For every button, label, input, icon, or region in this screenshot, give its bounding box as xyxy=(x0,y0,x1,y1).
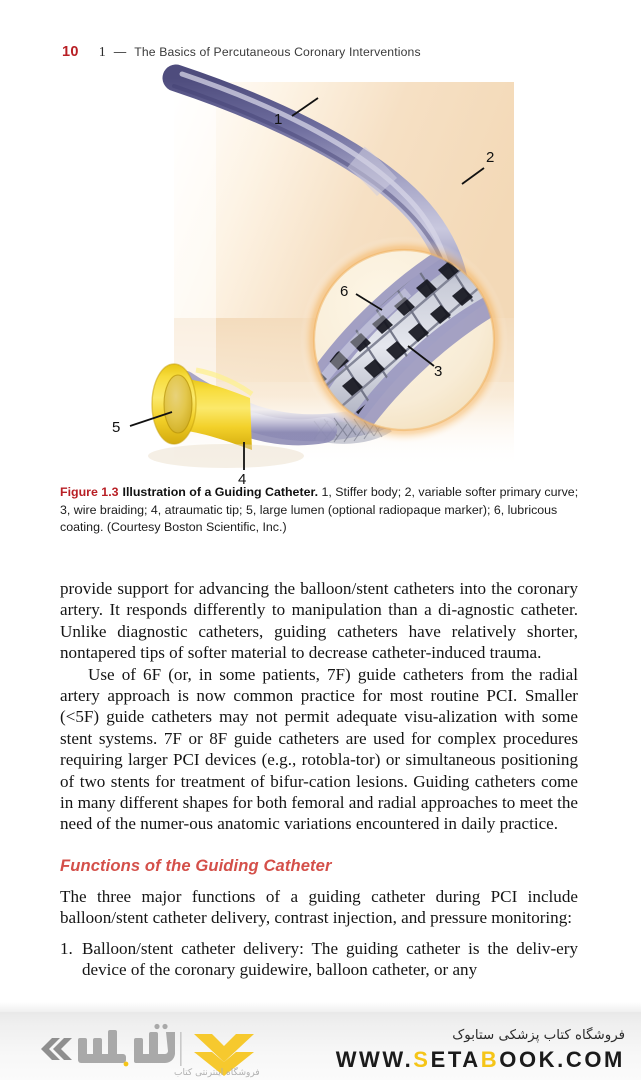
figure-1-3 xyxy=(56,78,586,488)
callout-number-6: 6 xyxy=(340,283,349,300)
figure-caption xyxy=(60,484,580,537)
list-item-marker: 1. xyxy=(60,938,73,958)
figure-caption-title: Illustration of a Guiding Catheter. xyxy=(122,485,319,499)
logo-subtitle-fa: فروشگاه اینترنتی کتاب xyxy=(174,1068,260,1078)
page-number: 10 xyxy=(62,44,79,60)
body-paragraph-3: The three major functions of a guiding catheter during PCI include balloon/stent catheter delivery, contrast injection, and pressure monitoring: xyxy=(60,886,578,928)
setabook-logo[interactable] xyxy=(34,1024,264,1078)
body-paragraph-2: Use of 6F (or, in some patients, 7F) guide catheters from the radial artery approach is now common practice for most routine PCI. Smaller (<5F) guide catheters may not permit adequate visu-alization with some stent systems. 7F or 8F guide catheters are used for complex procedures requiring larger PCI devices (e.g., rotobla-tor) or simultaneous positioning of two stents for treatment of bifur-cation lesions. Guiding catheters come in many different shapes for both femoral and radial approaches to meet the need of the numer-ous anatomic variations encountered in daily practice. xyxy=(60,664,579,834)
section-heading: Functions of the Guiding Catheter xyxy=(60,855,332,875)
footer-url[interactable] xyxy=(336,1047,625,1073)
url-part-3: B xyxy=(480,1047,500,1072)
body-column xyxy=(60,578,578,981)
callout-number-3: 3 xyxy=(434,363,443,380)
url-part-4: OOK.COM xyxy=(499,1047,625,1072)
footer-text-block xyxy=(336,1026,625,1073)
url-part-1: S xyxy=(413,1047,431,1072)
callout-number-4: 4 xyxy=(238,471,247,488)
running-head-dash: — xyxy=(113,45,127,59)
setabook-logo-mark xyxy=(34,1024,264,1078)
logo-wordmark-fa xyxy=(78,1024,175,1063)
logo-dot-accent xyxy=(124,1062,129,1067)
callout-number-5: 5 xyxy=(112,419,121,436)
body-paragraph-1: provide support for advancing the balloon/stent catheters into the coronary artery. It responds differently to manipulation than a di-agnostic catheter. Unlike diagnostic catheters, guiding catheters have relatively shorter, nontapered tips of softer material to decrease catheter-induced trauma. xyxy=(60,579,578,663)
logo-divider xyxy=(180,1032,182,1066)
url-part-0: WWW. xyxy=(335,1047,414,1072)
url-part-2: ETA xyxy=(430,1047,481,1072)
figure-caption-body: 1, Stiffer body; 2, variable softer primary curve; 3, wire braiding; 4, atraumatic tip; 5, large lumen (optional radiopaque marker); 6, lubricous coating. (Courtesy Boston Scientific, Inc.) xyxy=(60,485,579,535)
callout-number-1: 1 xyxy=(274,111,283,128)
footer-tagline-fa: فروشگاه کتاب پزشکی ستابوک xyxy=(452,1028,625,1043)
list-item-text: Balloon/stent catheter delivery: The guiding catheter is the deliv-ery device of the coronary guidewire, balloon catheter, or any xyxy=(82,938,578,980)
running-head xyxy=(0,44,641,61)
chapter-number: 1 xyxy=(98,45,106,60)
figure-caption-label: Figure 1.3 xyxy=(60,485,119,499)
figure-canvas xyxy=(56,78,586,488)
logo-chevron-icon xyxy=(41,1038,72,1060)
list-item xyxy=(60,938,578,981)
callout-number-2: 2 xyxy=(486,149,495,166)
footer-watermark-banner xyxy=(0,1012,641,1080)
numbered-list xyxy=(60,938,578,981)
running-head-title: The Basics of Percutaneous Coronary Interventions xyxy=(134,45,421,59)
guiding-catheter-illustration xyxy=(56,78,586,488)
